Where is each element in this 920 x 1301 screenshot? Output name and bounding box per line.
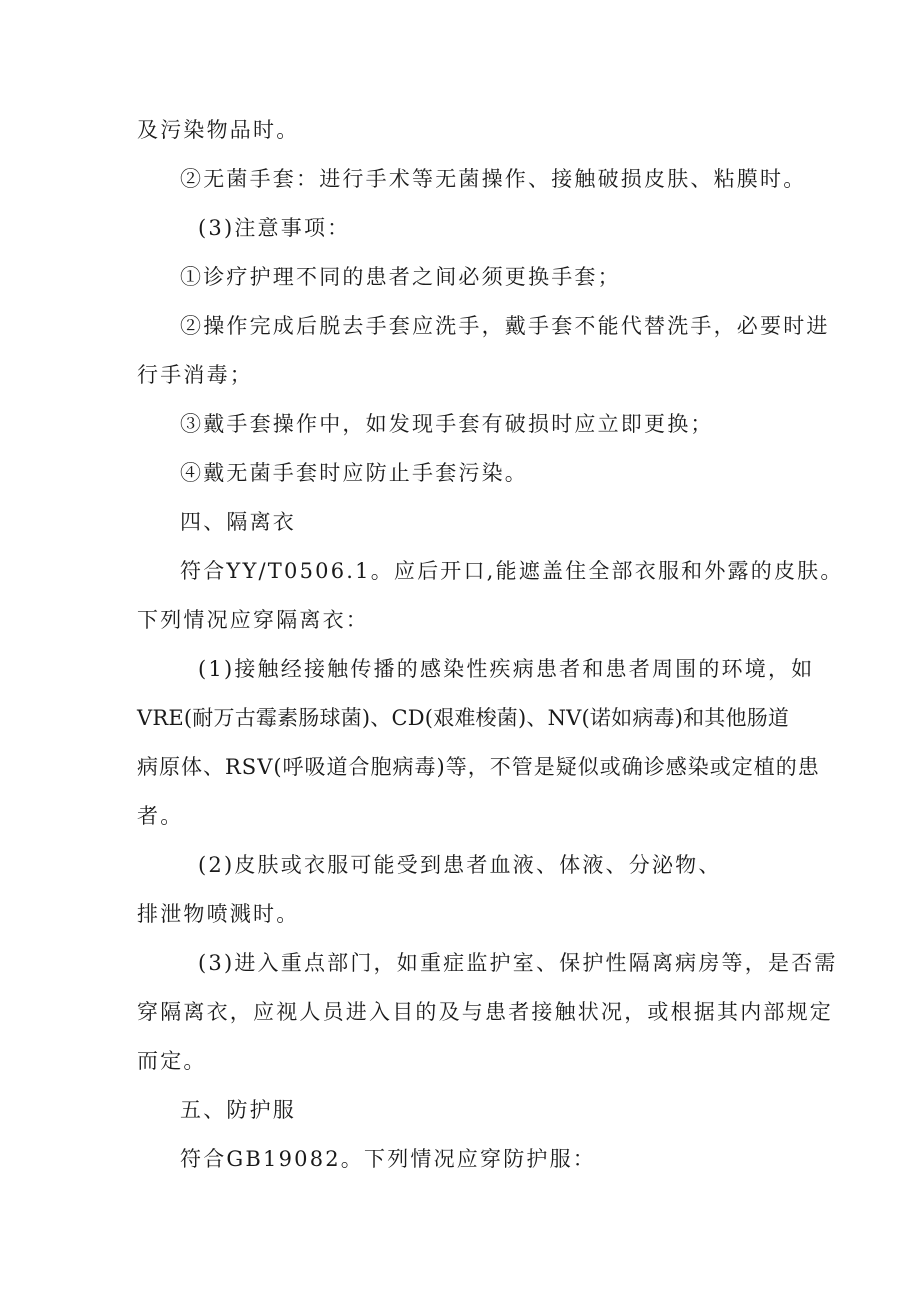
text-line: (2)皮肤或衣服可能受到患者血液、体液、分泌物、 xyxy=(198,853,722,877)
text-line: ②无菌手套：进行手术等无菌操作、接触破损皮肤、粘膜时。 xyxy=(180,167,807,191)
text-line: 符合YY/T0506.1。应后开口,能遮盖住全部衣服和外露的皮肤。 xyxy=(180,559,844,583)
section-heading: 五、防护服 xyxy=(180,1098,296,1122)
text-line: 行手消毒； xyxy=(137,363,253,387)
text-line: 而定。 xyxy=(137,1049,207,1073)
text-line: 者。 xyxy=(137,804,184,828)
text-line: VRE(耐万古霉素肠球菌)、CD(艰难梭菌)、NV(诺如病毒)和其他肠道 xyxy=(137,706,790,730)
text-line: 排泄物喷溅时。 xyxy=(137,902,300,926)
text-line: 病原体、RSV(呼吸道合胞病毒)等，不管是疑似或确诊感染或定植的患 xyxy=(137,755,820,779)
text-line: ③戴手套操作中，如发现手套有破损时应立即更换； xyxy=(180,412,714,436)
text-line: (1)接触经接触传播的感染性疾病患者和患者周围的环境，如 xyxy=(198,657,815,681)
text-line: ①诊疗护理不同的患者之间必须更换手套； xyxy=(180,265,621,289)
text-line: (3)进入重点部门，如重症监护室、保护性隔离病房等，是否需 xyxy=(198,951,838,975)
text-line: ④戴无菌手套时应防止手套污染。 xyxy=(180,461,528,485)
section-heading: 四、隔离衣 xyxy=(180,510,296,534)
text-line: 穿隔离衣，应视人员进入目的及与患者接触状况，或根据其内部规定 xyxy=(137,1000,833,1024)
text-line: 符合GB19082。下列情况应穿防护服： xyxy=(180,1147,597,1171)
text-line: (3)注意事项： xyxy=(198,216,351,240)
text-line: 及污染物品时。 xyxy=(137,118,300,142)
text-line: ②操作完成后脱去手套应洗手，戴手套不能代替洗手，必要时进 xyxy=(180,314,830,338)
text-line: 下列情况应穿隔离衣： xyxy=(137,608,369,632)
